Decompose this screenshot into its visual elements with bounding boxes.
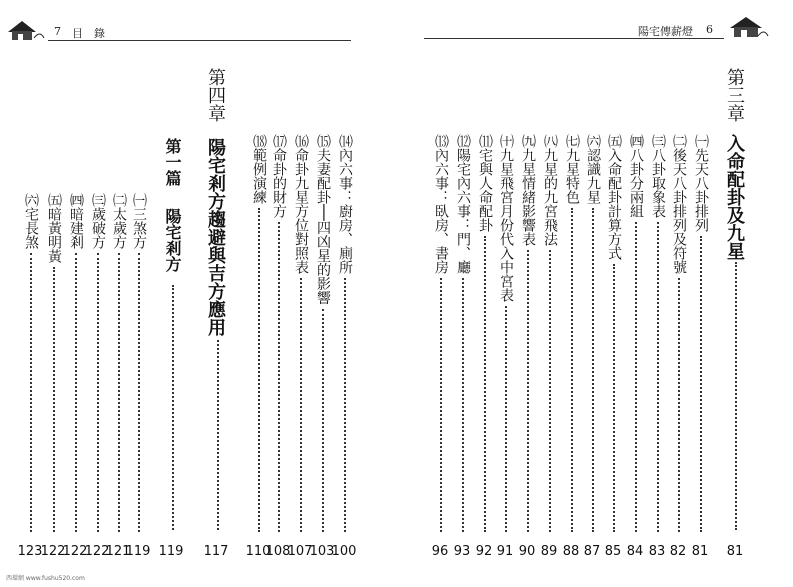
- chapter4-leader: [217, 340, 219, 530]
- toc-leader: [592, 208, 594, 532]
- toc-entry-text: ㈣八卦分兩組: [628, 134, 644, 218]
- toc-leader: [97, 253, 99, 532]
- toc-entry-text: ㈥宅長煞: [23, 193, 39, 249]
- toc-entry-page: 108: [265, 544, 291, 559]
- toc-leader: [462, 278, 464, 532]
- toc-leader: [53, 267, 55, 532]
- toc-entry-text: ⑾宅與人命配卦: [477, 134, 493, 232]
- chapter3-title: 入命配卦及九星: [724, 134, 745, 260]
- toc-entry-page: 92: [475, 544, 493, 559]
- chapter4-page: 117: [203, 544, 229, 559]
- chapter4-title: 陽宅剎方趨避與吉方應用: [205, 138, 226, 336]
- toc-leader: [440, 278, 442, 532]
- toc-entry-page: 122: [84, 544, 110, 559]
- toc-leader: [613, 264, 615, 532]
- section1-page: 119: [158, 544, 184, 559]
- toc-entry-page: 123: [17, 544, 43, 559]
- toc-entry-text: ㈠先天八卦排列: [693, 134, 709, 232]
- toc-leader: [505, 306, 507, 532]
- toc-entry-text: ㈢歲破方: [90, 193, 106, 249]
- footer-watermark: 西環網 www.fushu520.com: [6, 575, 85, 582]
- house-logo-left: [6, 18, 46, 46]
- toc-leader: [635, 222, 637, 532]
- toc-leader: [678, 278, 680, 532]
- toc-entry-text: ㈢八卦取象表: [650, 134, 666, 218]
- toc-entry-page: 83: [648, 544, 666, 559]
- toc-entry-page: 110: [245, 544, 271, 559]
- chapter3-label: 第三章: [724, 68, 745, 122]
- toc-entry-page: 119: [125, 544, 151, 559]
- toc-entry-text: ⒁內六事：廚房、廁所: [337, 134, 353, 274]
- toc-entry-text: ㈧九星的九宮飛法: [542, 134, 558, 246]
- left-running-title: 目 錄: [72, 27, 105, 40]
- toc-entry-page: 82: [669, 544, 687, 559]
- chapter3-leader: [735, 262, 737, 530]
- section1-title: 陽宅剎方: [163, 208, 182, 272]
- toc-entry-text: ⒅範例演練: [251, 134, 267, 204]
- toc-leader: [527, 250, 529, 532]
- toc-leader: [75, 253, 77, 532]
- right-header-rule: [424, 38, 724, 39]
- toc-leader: [700, 236, 702, 532]
- toc-entry-text: ㈤入命配卦計算方式: [606, 134, 622, 260]
- toc-entry-page: 91: [496, 544, 514, 559]
- toc-entry-page: 122: [62, 544, 88, 559]
- section1-leader: [172, 285, 174, 530]
- toc-leader: [30, 253, 32, 532]
- toc-leader: [571, 208, 573, 532]
- toc-entry-text: ⒃命卦九星方位對照表: [293, 134, 309, 274]
- toc-leader: [484, 236, 486, 532]
- toc-leader: [657, 222, 659, 532]
- toc-entry-page: 87: [583, 544, 601, 559]
- toc-entry-text: ㈩九星飛宮月份代入中宮表: [498, 134, 514, 302]
- section1-label: 第一篇: [163, 138, 182, 186]
- toc-entry-page: 93: [453, 544, 471, 559]
- toc-entry-page: 90: [518, 544, 536, 559]
- toc-leader: [300, 278, 302, 532]
- chapter4-label: 第四章: [205, 68, 226, 122]
- toc-entry-text: ㈦九星特色: [564, 134, 580, 204]
- toc-entry-text: ㈥認識九星: [585, 134, 601, 204]
- toc-entry-text: ⒂夫妻配卦──四凶星的影響: [315, 134, 331, 305]
- toc-entry-text: ⒀內六事：臥房、書房: [433, 134, 449, 274]
- toc-entry-page: 85: [604, 544, 622, 559]
- toc-entry-text: ㈤暗黃明黃: [46, 193, 62, 263]
- toc-leader: [258, 208, 260, 532]
- toc-entry-text: ㈡後天八卦排列及符號: [671, 134, 687, 274]
- toc-entry-page: 121: [105, 544, 131, 559]
- toc-entry-page: 122: [40, 544, 66, 559]
- left-header-rule: [48, 40, 351, 41]
- toc-entry-text: ㈡太歲方: [111, 193, 127, 249]
- toc-entry-text: ㈨九星情緒影響表: [520, 134, 536, 246]
- toc-leader: [278, 222, 280, 532]
- toc-entry-page: 81: [691, 544, 709, 559]
- toc-leader: [549, 250, 551, 532]
- toc-entry-text: ⑿陽宅內六事：門、廳: [455, 134, 471, 274]
- toc-entry-page: 89: [540, 544, 558, 559]
- toc-entry-text: ⒄命卦的財方: [271, 134, 287, 218]
- toc-entry-page: 96: [431, 544, 449, 559]
- toc-leader: [344, 278, 346, 532]
- left-page-number: 7: [54, 25, 61, 38]
- toc-entry-page: 100: [331, 544, 357, 559]
- toc-entry-text: ㈠三煞方: [131, 193, 147, 249]
- toc-entry-text: ㈣暗建剎: [68, 193, 84, 249]
- toc-entry-page: 84: [626, 544, 644, 559]
- toc-entry-page: 107: [287, 544, 313, 559]
- toc-entry-page: 88: [562, 544, 580, 559]
- toc-leader: [322, 309, 324, 532]
- chapter3-page: 81: [726, 544, 744, 559]
- toc-leader: [118, 253, 120, 532]
- right-page-number: 6: [706, 23, 713, 36]
- toc-leader: [138, 253, 140, 532]
- right-running-title: 陽宅傳薪燈: [638, 25, 693, 38]
- toc-entry-page: 103: [309, 544, 335, 559]
- house-logo-right: [726, 14, 770, 44]
